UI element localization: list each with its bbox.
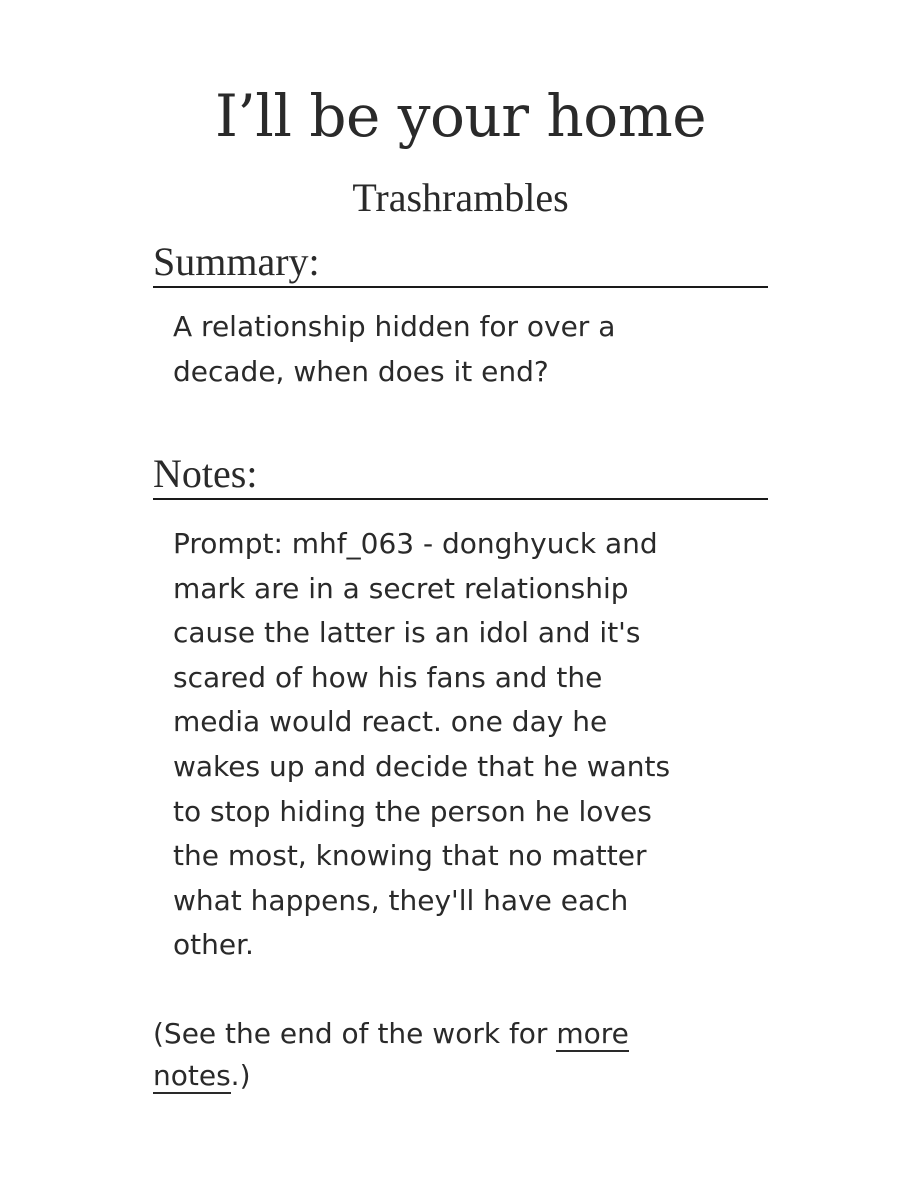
end-notes-reference — [153, 1013, 753, 1097]
work-title: I’ll be your home — [214, 82, 707, 150]
end-note-suffix: .) — [230, 1059, 251, 1092]
notes-text: Prompt: mhf_063 - donghyuck and mark are in a secret relationship cause the latter is an idol and it's scared of how his fans and the media would react. one day he wakes up and decide that he wants to stop hiding the person he loves the most, knowing that no matter what happens, they'll have each other. — [173, 527, 671, 962]
more-notes-link-word2[interactable]: notes — [153, 1059, 231, 1092]
notes-heading: Notes: — [153, 452, 768, 500]
summary-text: A relationship hidden for over a decade, when does it end? — [173, 310, 616, 388]
summary-heading: Summary: — [153, 240, 768, 288]
end-note-prefix: (See the end of the work for — [153, 1017, 557, 1050]
more-notes-link[interactable] — [556, 1017, 629, 1052]
more-notes-link-continued[interactable] — [153, 1059, 231, 1094]
work-author: Trashrambles — [352, 175, 569, 220]
more-notes-link-word1[interactable]: more — [556, 1017, 629, 1050]
